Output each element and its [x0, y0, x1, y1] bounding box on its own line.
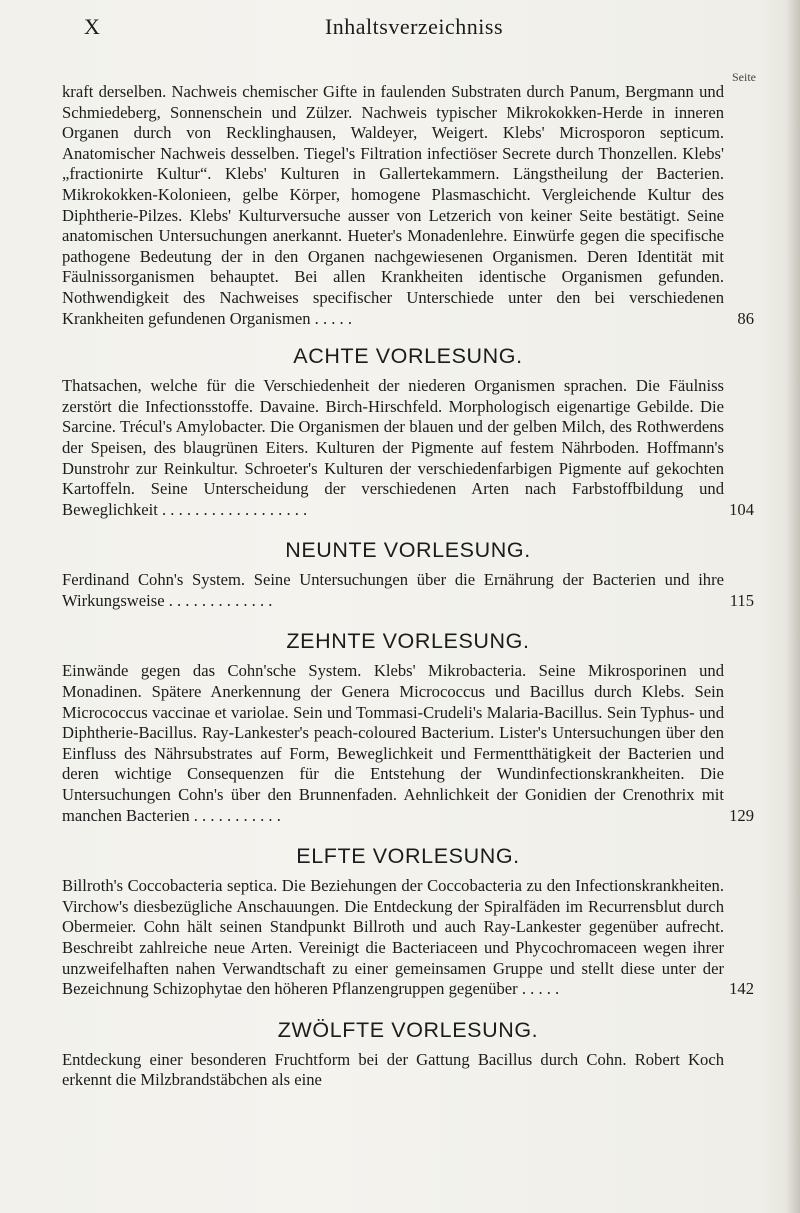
entry-text: Entdeckung einer besonderen Fruchtform bei der Gattung Bacillus durch Cohn. Robert Koch erkennt die Milzbrandstäbchen als eine: [62, 1049, 724, 1090]
entry-text: Billroth's Coccobacteria septica. Die Beziehungen der Coccobacteria zu den Infectionskrankheiten. Virchow's diesbezügliche Anschauungen. Die Entdeckung der Spiralfäden im Recurrensblut durch Obermeier. Cohn hält seinen Standpunkt Billroth und auch Ray-Lankester gegenüber aufrecht. Beschreibt zahlreiche neue Arten. Vereinigt die Bacteriaceen und Phycochromaceen wegen ihrer unzweifelhaften nahen Verwandtschaft zu einer gemeinsamen Gruppe und stellt diese unter der Bezeichnung Schizophytae den höheren Pflanzengruppen gegenüber . . . . .: [62, 876, 724, 999]
running-title: Inhaltsverzeichniss: [324, 14, 504, 39]
toc-entry: [62, 661, 754, 826]
entry-text: Ferdinand Cohn's System. Seine Untersuchungen über die Ernährung der Bacterien und ihre Wirkungsweise . . . . . . . . . . . . .: [62, 570, 724, 610]
toc-entry: [62, 876, 754, 1000]
toc-entry: [62, 82, 754, 329]
entry-text: kraft derselben. Nachweis chemischer Gifte in faulenden Substraten durch Panum, Bergmann und Schmiedeberg, Sonnenschein und Zülzer. Nachweis typischer Mikrokokken-Herde in inneren Organen durch von Recklinghausen, Waldeyer, Weigert. Klebs' Microsporon septicum. Anatomischer Nachweis desselben. Tiegel's Filtration infectiöser Secrete durch Thonzellen. Klebs' „fractionirte Kultur“. Klebs' Kulturen in Gallertekammern. Längstheilung der Bacterien. Mikrokokken-Kolonieen, gelbe Körper, homogene Plasmaschicht. Vergleichende Kultur des Diphtherie-Pilzes. Klebs' Kulturversuche ausser von Letzerich von keiner Seite bestätigt. Seine anatomischen Untersuchungen anerkannt. Hueter's Monadenlehre. Einwürfe gegen die specifische pathogene Bedeutung der in den Organen nachgewiesenen Organismen. Deren Identität mit Fäulnissorganismen behauptet. Bei allen Krankheiten identische Organismen gefunden. Nothwendigkeit des Nachweises specifischer Unterschiede unter den bei verschiedenen Krankheiten gefundenen Organismen . . . . .: [62, 82, 724, 328]
entry-page-number: 142: [729, 979, 754, 999]
entry-page-number: 104: [729, 499, 754, 519]
running-header: [84, 14, 744, 46]
lecture-heading: ZWÖLFTE VORLESUNG.: [277, 1017, 539, 1042]
entry-page-number: 129: [729, 805, 754, 825]
toc-entry: [62, 376, 754, 520]
entry-page-number: 86: [737, 308, 754, 328]
page-column-label: Seite: [732, 70, 756, 84]
toc-entry: [62, 570, 754, 611]
lecture-heading: NEUNTE VORLESUNG.: [285, 538, 531, 563]
lecture-heading: ACHTE VORLESUNG.: [293, 344, 523, 369]
page-number: X: [84, 14, 101, 39]
lecture-heading: ZEHNTE VORLESUNG.: [286, 629, 530, 654]
entry-text: Thatsachen, welche für die Verschiedenheit der niederen Organismen sprachen. Die Fäulniss zerstört die Infectionsstoffe. Davaine. Birch-Hirschfeld. Morphologisch eigenartige Gebilde. Die Sarcine. Trécul's Amylobacter. Die Organismen der blauen und der gelben Milch, des Rothwerdens der Speisen, des blaugrünen Eiters. Kulturen der Pigmente auf festem Nährboden. Hoffmann's Dunstrohr zur Reinkultur. Schroeter's Kulturen der verschiedenfarbigen Pigmente auf gekochten Kartoffeln. Seine Unterscheidung der verschiedenen Arten nach Farbstoffbildung und Beweglichkeit . . . . . . . . . . . . . . . . . .: [62, 376, 724, 519]
lecture-heading: ELFTE VORLESUNG.: [296, 844, 520, 869]
entry-text: Einwände gegen das Cohn'sche System. Klebs' Mikrobacteria. Seine Mikrosporinen und Monadinen. Spätere Anerkennung der Genera Micrococcus und Bacillus durch Klebs. Sein Micrococcus vaccinae et variolae. Sein und Tommasi-Crudeli's Malaria-Bacillus. Sein Typhus- und Diphtherie-Bacillus. Ray-Lankester's peach-coloured Bacterium. Lister's Untersuchungen über den Einfluss des Nährsubstrates auf Form, Beweglichkeit und Fermentthätigkeit der Bacterien und deren wichtige Consequenzen für die Entstehung der Wundinfectionskrankheiten. Die Untersuchungen Cohn's über den Brunnenfaden. Aehnlichkeit der Gonidien der Crenothrix mit manchen Bacterien . . . . . . . . . . .: [62, 661, 724, 825]
table-of-contents: [62, 82, 754, 1091]
entry-page-number: 115: [729, 590, 754, 610]
toc-entry: [62, 1050, 754, 1091]
page-edge-shadow: [786, 0, 800, 1213]
